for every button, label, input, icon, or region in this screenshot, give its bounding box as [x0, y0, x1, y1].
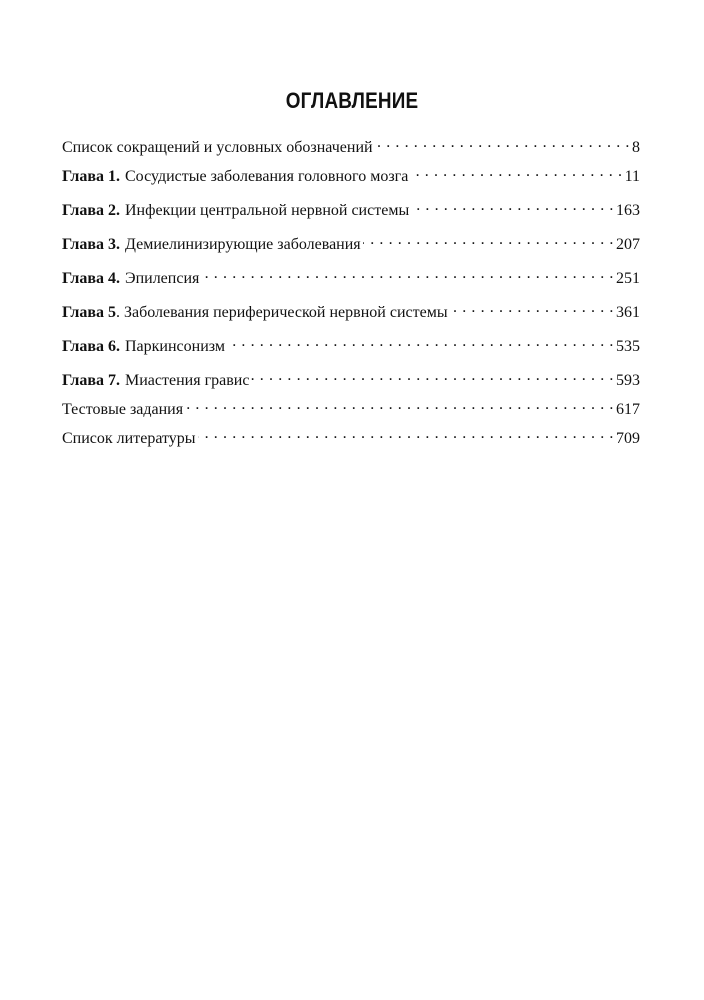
dot-leader [185, 395, 614, 414]
page-title: ОГЛАВЛЕНИЕ [285, 88, 419, 113]
toc-entry-text: Инфекции центральной нервной системы [125, 202, 410, 219]
toc-entry-chapter-5 [62, 298, 640, 322]
toc-entry-chapter-3 [62, 230, 640, 254]
toc-entry-text: Тестовые задания [62, 401, 184, 418]
chapter-label: Глава 2. [62, 202, 120, 219]
toc-page-number: 361 [616, 304, 640, 321]
dot-leader [251, 366, 614, 385]
toc-entry-text: Эпилепсия [125, 270, 200, 287]
toc-entry-text: Паркинсонизм [125, 338, 225, 355]
toc-page-number: 593 [616, 372, 640, 389]
toc-entry-tests [62, 395, 640, 419]
toc-entry-text: . Заболевания периферической нервной системы [116, 304, 448, 321]
dot-leader [375, 133, 630, 152]
toc-page-number: 709 [616, 430, 640, 447]
toc-page-number: 8 [632, 139, 640, 156]
dot-leader [410, 162, 622, 181]
toc-page-number: 535 [616, 338, 640, 355]
toc-entry-text: Список сокращений и условных обозначений [62, 139, 373, 156]
toc-entry-bibliography [62, 424, 640, 448]
toc-entry-chapter-7 [62, 366, 640, 390]
toc-entry-abbreviations [62, 133, 640, 157]
toc-page-number: 163 [616, 202, 640, 219]
dot-leader [411, 196, 614, 215]
chapter-label: Глава 5 [62, 304, 116, 321]
toc-page-number: 11 [624, 168, 640, 185]
table-of-contents [62, 133, 640, 453]
dot-leader [227, 332, 614, 351]
dot-leader [450, 298, 614, 317]
chapter-label: Глава 4. [62, 270, 120, 287]
chapter-label: Глава 7. [62, 372, 120, 389]
dot-leader [363, 230, 614, 249]
dot-leader [201, 264, 614, 283]
toc-entry-chapter-2 [62, 196, 640, 220]
toc-entry-text: Миастения гравис [125, 372, 250, 389]
chapter-label: Глава 6. [62, 338, 120, 355]
toc-entry-chapter-6 [62, 332, 640, 356]
toc-entry-text: Сосудистые заболевания головного мозга [125, 168, 409, 185]
toc-entry-chapter-1 [62, 162, 640, 186]
chapter-label: Глава 3. [62, 236, 120, 253]
toc-page-number: 251 [616, 270, 640, 287]
dot-leader [198, 424, 614, 443]
toc-page-number: 617 [616, 401, 640, 418]
toc-entry-chapter-4 [62, 264, 640, 288]
chapter-label: Глава 1. [62, 168, 120, 185]
toc-entry-text: Список литературы [62, 430, 196, 447]
toc-entry-text: Демиелинизирующие заболевания [125, 236, 361, 253]
toc-page-number: 207 [616, 236, 640, 253]
